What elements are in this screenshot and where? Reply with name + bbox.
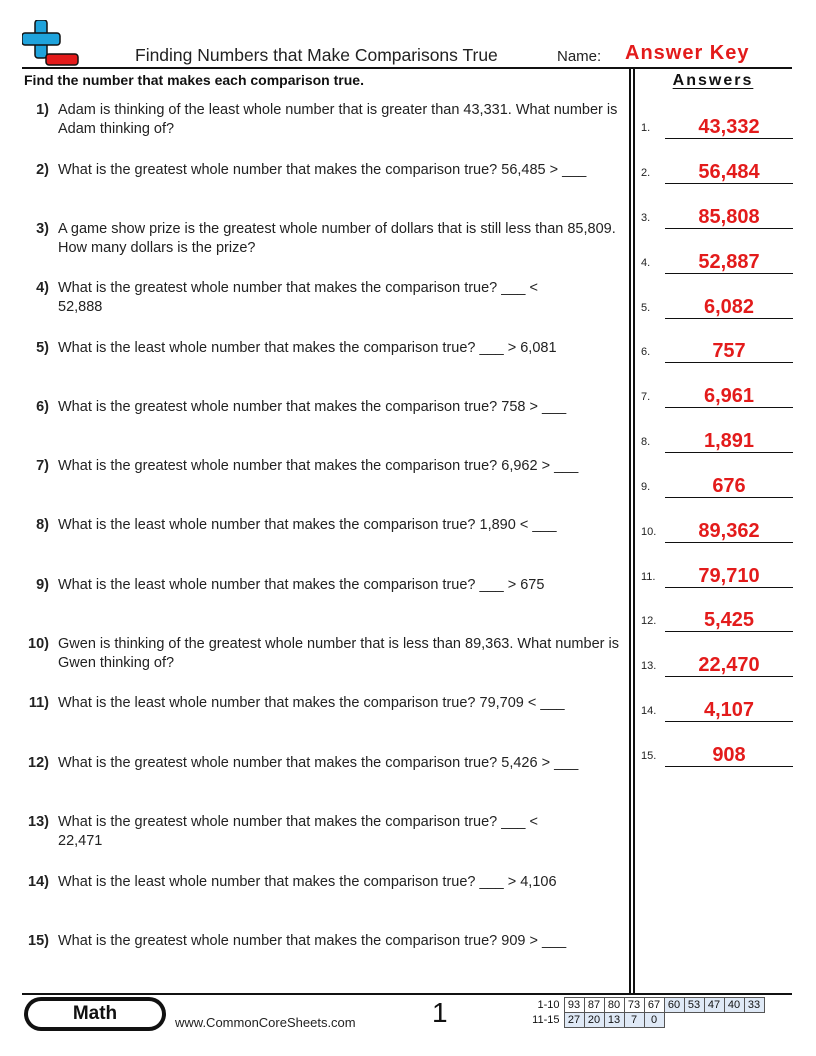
- answer-7: [641, 385, 793, 408]
- question-number: 5): [36, 340, 49, 356]
- answer-value: 22,470: [698, 654, 760, 676]
- score-cell: 0: [644, 1013, 664, 1028]
- answer-10: [641, 520, 793, 543]
- answer-line: [665, 497, 793, 498]
- answer-number: 2.: [641, 167, 651, 179]
- question-text: What is the least whole number that makes the comparison true? ___ > 675: [58, 577, 545, 593]
- question-text: What is the greatest whole number that makes the comparison true? 909 > ___: [58, 933, 567, 949]
- answer-line: [665, 273, 793, 274]
- website-url: www.CommonCoreSheets.com: [175, 1015, 356, 1030]
- instructions: Find the number that makes each comparison true.: [24, 72, 364, 88]
- question-number: 9): [36, 577, 49, 593]
- question-9: [22, 576, 624, 595]
- question-number: 12): [28, 755, 49, 771]
- question-text: Gwen is thinking of the greatest whole number that is less than 89,363. What number is Gwen thinking of?: [58, 636, 619, 671]
- question-14: [22, 873, 624, 892]
- answer-value: 5,425: [703, 609, 755, 631]
- question-15: [22, 932, 624, 951]
- answer-value: 6,961: [703, 385, 755, 407]
- score-cell: 60: [664, 998, 684, 1013]
- score-cell-empty: [684, 1013, 704, 1028]
- answer-11: [641, 565, 793, 588]
- question-number: 2): [36, 162, 49, 178]
- question-8: [22, 516, 624, 535]
- score-row: [528, 1013, 764, 1028]
- answer-number: 6.: [641, 346, 651, 358]
- score-row: [528, 998, 764, 1013]
- question-text: What is the least whole number that makes the comparison true? 1,890 < ___: [58, 517, 557, 533]
- score-cell: 7: [624, 1013, 644, 1028]
- footer-rule: [22, 993, 792, 995]
- question-text: What is the greatest whole number that makes the comparison true? ___ < 52,888: [58, 280, 538, 315]
- score-row-label: 1-10: [537, 999, 560, 1011]
- score-cell: 73: [624, 998, 644, 1013]
- answer-14: [641, 699, 793, 722]
- answer-8: [641, 430, 793, 453]
- score-cell: 87: [584, 998, 604, 1013]
- score-cell: 53: [684, 998, 704, 1013]
- answer-number: 5.: [641, 302, 651, 314]
- question-number: 13): [28, 814, 49, 830]
- score-cell: 40: [724, 998, 744, 1013]
- answer-line: [665, 542, 793, 543]
- question-text: What is the least whole number that makes the comparison true? ___ > 6,081: [58, 340, 557, 356]
- question-4: [22, 279, 624, 317]
- answers-heading-text: Answers: [672, 72, 754, 89]
- answer-13: [641, 654, 793, 677]
- answer-line: [665, 362, 793, 363]
- score-cell: 93: [564, 998, 584, 1013]
- answer-value: 79,710: [698, 565, 760, 587]
- answer-line: [665, 228, 793, 229]
- answer-number: 4.: [641, 257, 651, 269]
- answer-15: [641, 744, 793, 767]
- question-text: What is the greatest whole number that makes the comparison true? 758 > ___: [58, 399, 567, 415]
- question-number: 3): [36, 221, 49, 237]
- score-cell-empty: [744, 1013, 764, 1028]
- score-table: [528, 997, 765, 1028]
- question-text: What is the least whole number that makes the comparison true? ___ > 4,106: [58, 874, 557, 890]
- answer-line: [665, 766, 793, 767]
- question-1: [22, 101, 624, 139]
- page-number: 1: [432, 997, 448, 1028]
- answer-value: 908: [712, 744, 746, 766]
- score-row-label: 11-15: [532, 1014, 560, 1026]
- question-10: [22, 635, 624, 673]
- answer-number: 7.: [641, 391, 651, 403]
- worksheet-title: Finding Numbers that Make Comparisons True: [135, 45, 498, 65]
- answer-key-label: Answer Key: [625, 42, 750, 64]
- answer-value: 89,362: [698, 520, 760, 542]
- question-13: [22, 813, 624, 851]
- score-cell: 27: [564, 1013, 584, 1028]
- answer-value: 52,887: [698, 251, 760, 273]
- answer-line: [665, 183, 793, 184]
- answer-number: 14.: [641, 705, 657, 717]
- score-cell-empty: [664, 1013, 684, 1028]
- column-divider: [629, 69, 635, 993]
- subject-badge: [24, 997, 166, 1031]
- answer-number: 9.: [641, 481, 651, 493]
- answer-value: 56,484: [698, 161, 760, 183]
- question-text: What is the greatest whole number that makes the comparison true? 56,485 > ___: [58, 162, 587, 178]
- name-label: Name:: [557, 48, 602, 65]
- answer-value: 85,808: [698, 206, 760, 228]
- question-5: [22, 339, 624, 358]
- answer-value: 1,891: [703, 430, 755, 452]
- answer-number: 8.: [641, 436, 651, 448]
- question-3: [22, 220, 624, 258]
- answer-line: [665, 452, 793, 453]
- question-number: 6): [36, 399, 49, 415]
- answer-1: [641, 116, 793, 139]
- question-number: 7): [36, 458, 49, 474]
- answer-line: [665, 676, 793, 677]
- answer-number: 13.: [641, 660, 657, 672]
- answer-line: [665, 318, 793, 319]
- question-number: 14): [28, 874, 49, 890]
- answer-line: [665, 587, 793, 588]
- question-text: What is the least whole number that makes the comparison true? 79,709 < ___: [58, 695, 565, 711]
- score-cell-empty: [724, 1013, 744, 1028]
- score-cell-empty: [704, 1013, 724, 1028]
- score-cell: 33: [744, 998, 764, 1013]
- score-cell: 80: [604, 998, 624, 1013]
- answer-line: [665, 631, 793, 632]
- answer-5: [641, 296, 793, 319]
- answer-9: [641, 475, 793, 498]
- question-number: 10): [28, 636, 49, 652]
- answer-number: 1.: [641, 122, 651, 134]
- answer-line: [665, 138, 793, 139]
- question-text: What is the greatest whole number that makes the comparison true? ___ < 22,471: [58, 814, 538, 849]
- question-2: [22, 161, 624, 180]
- answer-number: 11.: [641, 571, 656, 583]
- answer-3: [641, 206, 793, 229]
- question-11: [22, 694, 624, 713]
- answer-number: 12.: [641, 615, 657, 627]
- score-cell: 13: [604, 1013, 624, 1028]
- question-6: [22, 398, 624, 417]
- question-7: [22, 457, 624, 476]
- score-cell: 47: [704, 998, 724, 1013]
- answer-12: [641, 609, 793, 632]
- score-cell: 67: [644, 998, 664, 1013]
- answer-6: [641, 340, 793, 363]
- question-number: 4): [36, 280, 49, 296]
- answer-value: 757: [712, 340, 746, 362]
- answer-2: [641, 161, 793, 184]
- answer-number: 3.: [641, 212, 651, 224]
- question-number: 1): [36, 102, 49, 118]
- answers-heading: [634, 72, 792, 90]
- answer-value: 4,107: [703, 699, 755, 721]
- score-cell: 20: [584, 1013, 604, 1028]
- plus-minus-logo-icon: [22, 20, 80, 68]
- question-text: A game show prize is the greatest whole number of dollars that is still less than 85,809. How many dollars is the prize?: [58, 221, 616, 256]
- question-text: Adam is thinking of the least whole number that is greater than 43,331. What number is Adam thinking of?: [58, 102, 618, 137]
- answer-number: 15.: [641, 750, 657, 762]
- question-12: [22, 754, 624, 773]
- answer-value: 6,082: [703, 296, 755, 318]
- answer-4: [641, 251, 793, 274]
- question-number: 8): [36, 517, 49, 533]
- subject-label: Math: [28, 1001, 162, 1027]
- answer-value: 43,332: [698, 116, 760, 138]
- answer-number: 10.: [641, 526, 657, 538]
- header-rule: [22, 67, 792, 69]
- answer-value: 676: [712, 475, 746, 497]
- question-text: What is the greatest whole number that makes the comparison true? 6,962 > ___: [58, 458, 579, 474]
- answer-line: [665, 721, 793, 722]
- question-text: What is the greatest whole number that makes the comparison true? 5,426 > ___: [58, 755, 579, 771]
- question-number: 15): [28, 933, 49, 949]
- question-number: 11): [28, 695, 49, 711]
- answer-line: [665, 407, 793, 408]
